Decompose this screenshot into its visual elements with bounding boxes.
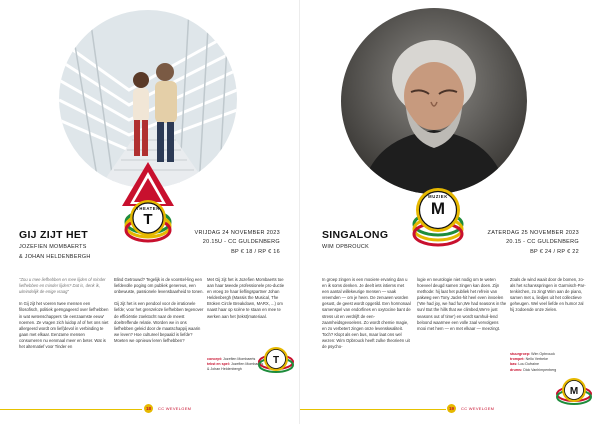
- body-paragraph: Gij zijt het is een pendool voor de irrationele liefde; voor het grenzeloze liefhebben tegenover de efficiëntie zoektocht naar de meest doeltreffende relatie. Worden we in ons liefhebben geleid door de maatschappij waarin we leven? Hoe cultureel bepaald is liefde? Moeten we opnieuw leren liefhebben?: [114, 301, 204, 343]
- event-price: BP € 18 / RP € 16: [231, 248, 280, 255]
- body-paragraph: In Gij zijt het voeren twee mensen een filosofisch, politiek geëngageerd over liefhebben in wat wetenschappers 'de eenzaamste eeuw' noemen. Ze vragen zich luidop af of het ons niet allergeerd wordt om lief(devol in verbinding te gaan met elkaar. Eenzame mensen consumeren nu eenmaal meer en beter. Wat is het alternatief voor Tinder en: [19, 301, 109, 350]
- footer-rule: [300, 409, 446, 410]
- body-paragraph: logie en neurologie niet nodig om te weten hoeveel deugd samen zingen kan doen. Zijn methode: hij laat het publiek het refrein van pakweg een Tony Jacks-hit heel even invoelen ('We had joy, we had fun,We had seasons in the sun/ But the hills that we climbed,We're just seasons out of time') en wordt samhuil-lend beloond waarmee een volle zaal vervolgens mooi met hem — en met elkaar — meezingt.: [417, 277, 507, 331]
- muziek-badge: [410, 180, 466, 250]
- event-date: VRIJDAG 24 NOVEMBER 2023: [194, 230, 280, 236]
- event-price: BP € 24 / RP € 22: [530, 248, 579, 255]
- intro-quote: "Zou u mee liefhebben en mee lijden of minder liefhebben en minder lijden? Dat is, denk ik, uiteindelijk de enige vraag": [19, 277, 106, 295]
- credits-block: [510, 352, 600, 373]
- event-photo-muziek: [341, 8, 527, 194]
- text-column-1: [322, 277, 412, 356]
- performer-line-2: & JOHAN HELDENBERGH: [19, 254, 91, 260]
- page-number: 18: [145, 406, 152, 411]
- credit-line: drums: Dick Vanhimpenberg: [510, 367, 557, 372]
- footer-label: CC WEVELGEM: [461, 406, 495, 411]
- footer-label: CC WEVELGEM: [158, 406, 192, 411]
- performer-line-1: WIM OPBROUCK: [322, 244, 370, 250]
- body-paragraph: Met Gij zijt het is Jozefien Mombaerts toe aan haar tweede professionele pro-ductie en vroeg ze haar lieflingspartner Johan Heldenbergh (Massis the Musical, The Broken Circle Breakdown, MARX, ...) om naast haar op scène te staan en mee te werken aan het (tekst)materiaal.: [207, 277, 285, 319]
- credit-line: trompet: Nello Verbeke: [510, 357, 548, 362]
- credit-line: stuurgroep: Wim Opbrouck: [510, 352, 555, 356]
- event-meta: [488, 229, 579, 257]
- text-column-1: [19, 277, 109, 356]
- body-paragraph: Blind Getrouwd? Tegelijk is de voorstel-ling een liefdevolle poging om publiek genereus, een onbewuste, passionele levensbaarheid te tonen.: [114, 277, 204, 295]
- performer-line-1: JOZEFIEN MOMBAERTS: [19, 244, 87, 250]
- svg-text:M: M: [569, 386, 579, 397]
- badge-label-muziek: MUZIEK: [428, 194, 448, 199]
- event-meta: [195, 229, 280, 257]
- text-column-3: [510, 277, 588, 320]
- footer-rule: [0, 409, 142, 410]
- event-time-place: 20.15 - CC GULDENBERG: [506, 239, 579, 246]
- text-column-2: [417, 277, 507, 338]
- page-muziek: [300, 0, 600, 424]
- event-time-place: 20.15U - CC GULDENBERG: [202, 239, 280, 246]
- badge-letter-theater: T: [143, 211, 153, 228]
- muziek-seal: [556, 372, 592, 410]
- body-paragraph: In groep zingen is een mooiere ervaring dan u en ik soms denken. Je deelt iets intiems met een aantal willekeurige mensen — vaak vreemden — om je heen. De zenuwen worden gesust, de geest wordt opgetild. Een hormonaal samenspel van endorfines en oxytocine bant de stress uit en verdrijft de een-zaamheidsgevoelens. Zo wordt chemie magie, en zo verbetert zingen onze levenskwaliteit. Toch? Klopt als een bus, maar laat ons wel wezen: Wim Opbrouck heeft zulke theorieën uit de psycho-: [322, 277, 411, 350]
- event-title: GIJ ZIJT HET: [19, 229, 88, 241]
- badge-label-theater: THEATER: [136, 206, 160, 211]
- credit-line: bas: Lou Dufraine: [510, 362, 539, 367]
- text-column-2: [114, 277, 204, 350]
- credit-line: & Johan Heldenbergh: [207, 367, 242, 372]
- credit-line: concept: Jozefien Mombaerts: [207, 357, 256, 361]
- credit-line: tekst en spel: Jozefien Mombaerts: [207, 362, 264, 367]
- event-date: ZATERDAG 25 NOVEMBER 2023: [487, 230, 579, 236]
- text-column-3: [207, 277, 285, 326]
- theater-badge: [118, 160, 178, 248]
- page-number: 19: [448, 406, 455, 411]
- body-paragraph: Zoals de wind waait door de bomen, zo-als het schansspringen in Garmisch-Par-tenkirchen, zo zingt Wim aan de piano, samen met u, liedjes uit het collectieve geheugen. Wel veel liefde en humor zal hij zodoende onze zielen.: [510, 277, 586, 313]
- theater-seal: [258, 340, 294, 380]
- svg-text:T: T: [272, 355, 280, 366]
- badge-letter-muziek: M: [430, 199, 446, 218]
- event-title: SINGALONG: [322, 229, 389, 241]
